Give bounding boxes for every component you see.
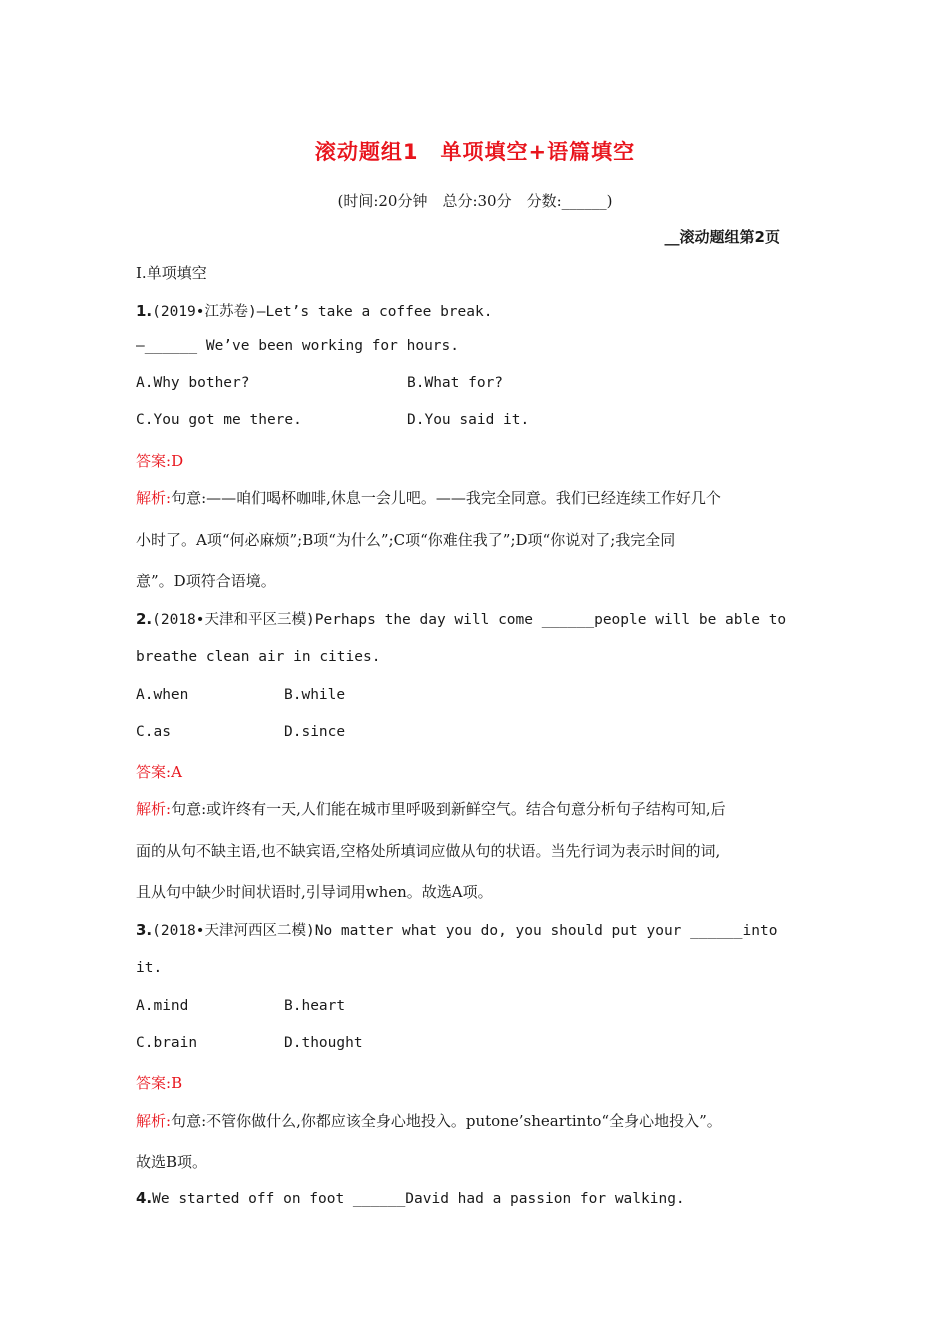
- answer-line: [136, 1072, 182, 1093]
- time-score-line: (时间:20分钟 总分:30分 分数:______): [337, 192, 613, 210]
- option-a: A.Why bother?: [136, 375, 250, 391]
- page-title: 滚动题组1 单项填空+语篇填空: [314, 140, 636, 164]
- option-c: C.brain: [136, 1035, 198, 1051]
- analysis-text: 句意:不管你做什么,你都应该全身心地投入。putone’sheartinto“全身心地投入”。: [171, 1112, 722, 1130]
- analysis-label: 解析:: [136, 489, 172, 507]
- option-c: C.as: [136, 724, 171, 740]
- question-1-stem: [136, 300, 492, 321]
- analysis-text: 句意:或许终有一天,人们能在城市里呼吸到新鲜空气。结合句意分析句子结构可知,后: [171, 800, 726, 818]
- question-3-line2: it.: [136, 960, 163, 976]
- answer-line: [136, 761, 182, 782]
- option-c: C.You got me there.: [136, 412, 302, 428]
- question-text: We started off on foot ______David had a passion for walking.: [152, 1191, 685, 1207]
- analysis-line: 且从句中缺少时间状语时,引导词用when。故选A项。: [136, 883, 493, 901]
- option-b: B.heart: [284, 998, 346, 1014]
- option-d: D.You said it.: [407, 412, 530, 428]
- question-number: 4.: [136, 1189, 153, 1207]
- option-b: B.What for?: [407, 375, 504, 391]
- answer-label: 答案:: [136, 452, 172, 470]
- answer-value: D: [171, 452, 184, 470]
- question-text: (2019•江苏卷)—Let’s take a coffee break.: [152, 304, 493, 320]
- analysis-line: [136, 487, 721, 508]
- option-b: B.while: [284, 687, 346, 703]
- question-number: 2.: [136, 610, 153, 628]
- question-2-line2: breathe clean air in cities.: [136, 649, 381, 665]
- analysis-text: 句意:——咱们喝杯咖啡,休息一会儿吧。——我完全同意。我们已经连续工作好几个: [171, 489, 721, 507]
- page-link[interactable]: __滚动题组第2页: [664, 228, 780, 246]
- option-d: D.thought: [284, 1035, 363, 1051]
- answer-value: B: [171, 1074, 183, 1092]
- analysis-line: [136, 1110, 722, 1131]
- answer-value: A: [171, 763, 182, 781]
- question-number: 1.: [136, 302, 153, 320]
- analysis-line: 面的从句不缺主语,也不缺宾语,空格处所填词应做从句的状语。当先行词为表示时间的词,: [136, 842, 721, 860]
- analysis-line: [136, 798, 726, 819]
- question-text: (2018•天津河西区二模)No matter what you do, you should put your ______into: [152, 923, 778, 939]
- answer-line: [136, 450, 183, 471]
- analysis-label: 解析:: [136, 1112, 172, 1130]
- option-a: A.when: [136, 687, 189, 703]
- analysis-line: 故选B项。: [136, 1153, 208, 1171]
- option-d: D.since: [284, 724, 346, 740]
- question-1-line2: —______ We’ve been working for hours.: [136, 338, 460, 354]
- question-number: 3.: [136, 921, 153, 939]
- question-3-stem: [136, 919, 777, 940]
- question-4-stem: [136, 1189, 685, 1207]
- option-a: A.mind: [136, 998, 189, 1014]
- analysis-line: 意”。D项符合语境。: [136, 572, 276, 590]
- analysis-label: 解析:: [136, 800, 172, 818]
- analysis-line: 小时了。A项“何必麻烦”;B项“为什么”;C项“你难住我了”;D项“你说对了;我完全同: [136, 531, 676, 549]
- section-heading: Ⅰ.单项填空: [136, 264, 207, 282]
- question-2-stem: [136, 608, 786, 629]
- answer-label: 答案:: [136, 763, 172, 781]
- answer-label: 答案:: [136, 1074, 172, 1092]
- question-text: (2018•天津和平区三模)Perhaps the day will come ______people will be able to: [152, 612, 787, 628]
